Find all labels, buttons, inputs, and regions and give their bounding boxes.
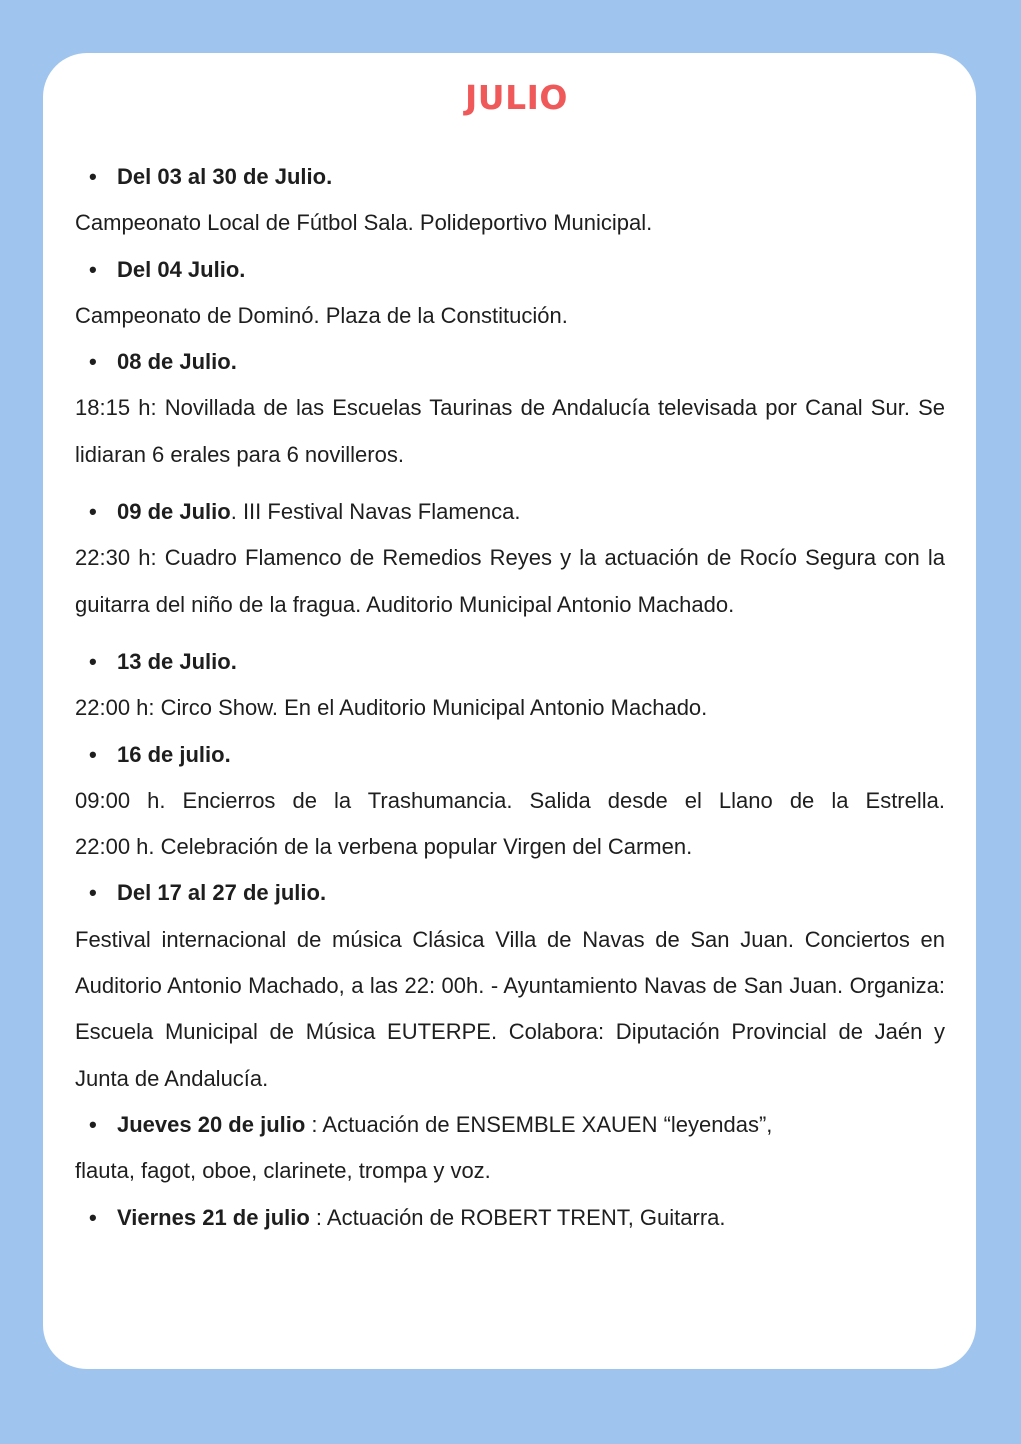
bullet-icon: •: [89, 349, 97, 375]
event-description: flauta, fagot, oboe, clarinete, trompa y voz.: [75, 1158, 491, 1184]
event-description: 18:15 h: Novillada de las Escuelas Taurinas de Andalucía televisada por Canal Sur. Se lidiaran 6 erales para 6 novilleros.: [75, 395, 945, 467]
bullet-icon: •: [89, 256, 97, 282]
bullet-icon: •: [89, 499, 97, 525]
bullet-icon: •: [89, 164, 97, 189]
event-heading: • 09 de Julio. III Festival Navas Flamenca.: [75, 489, 945, 535]
event-heading: • Del 17 al 27 de julio.: [75, 870, 945, 916]
content-card: [43, 53, 976, 1369]
bullet-icon: •: [89, 880, 97, 906]
event-heading: • 08 de Julio.: [75, 339, 945, 385]
event-description: 22:00 h. Celebración de la verbena popular Virgen del Carmen.: [75, 834, 693, 860]
event-heading: • Del 03 al 30 de Julio.: [75, 154, 945, 200]
event-heading: • Viernes 21 de julio : Actuación de ROBERT TRENT, Guitarra.: [75, 1195, 945, 1241]
bullet-icon: •: [89, 741, 97, 767]
event-heading: • 13 de Julio.: [75, 639, 945, 685]
bullet-icon: •: [89, 648, 97, 674]
event-heading: • Del 04 Julio.: [75, 247, 945, 293]
event-heading: • 16 de julio.: [75, 732, 945, 778]
bullet-icon: •: [89, 1204, 97, 1230]
event-description: 22:00 h: Circo Show. En el Auditorio Municipal Antonio Machado.: [75, 695, 708, 721]
event-description: Campeonato Local de Fútbol Sala. Polideportivo Municipal.: [75, 210, 653, 236]
page-title: JULIO: [465, 78, 568, 117]
event-description: Festival internacional de música Clásica Villa de Navas de San Juan. Conciertos en Auditorio Antonio Machado, a las 22: 00h. - Ayuntamiento Navas de San Juan. Organiza: Escuela Municipal de Música EUTERPE. Colabora: Diputación Provincial de Jaén y Junta de Andalucía.: [75, 926, 945, 1091]
events-list: [75, 154, 945, 1241]
bullet-icon: •: [89, 1111, 97, 1137]
event-description: 22:30 h: Cuadro Flamenco de Remedios Reyes y la actuación de Rocío Segura con la guitarra del niño de la fragua. Auditorio Municipal Antonio Machado.: [75, 545, 945, 617]
event-heading: • Jueves 20 de julio : Actuación de ENSEMBLE XAUEN “leyendas”,: [75, 1102, 945, 1148]
event-description: 09:00 h. Encierros de la Trashumancia. Salida desde el Llano de la Estrella.: [75, 787, 945, 813]
event-description: Campeonato de Dominó. Plaza de la Constitución.: [75, 302, 568, 328]
